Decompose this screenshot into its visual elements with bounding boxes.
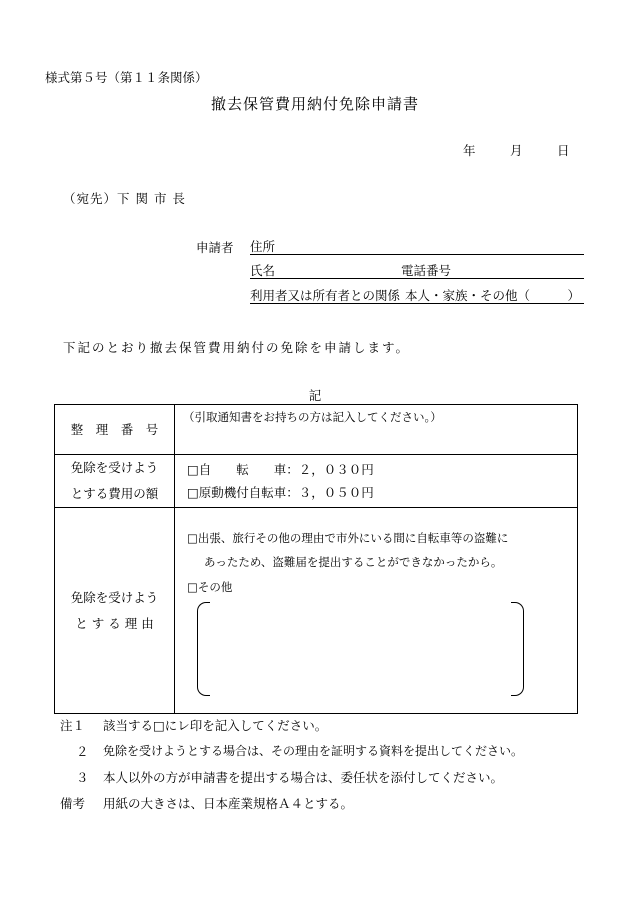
application-table <box>54 404 578 714</box>
address-label: 住所 <box>250 239 276 254</box>
relation-options: 本人・家族・その他（ ） <box>405 288 581 303</box>
phone-label: 電話番号 <box>401 263 452 278</box>
ki-heading: 記 <box>308 388 322 403</box>
reason-other-checkbox[interactable]: □その他 <box>187 580 233 594</box>
fee-amount-label <box>55 455 175 508</box>
left-bracket <box>197 602 210 696</box>
note-3-text: 本人以外の方が申請書を提出する場合は、委任状を添付してください。 <box>103 770 504 785</box>
name-label: 氏名 <box>250 263 276 278</box>
remarks-text: 用紙の大きさは、日本産業規格Ａ４とする。 <box>103 796 354 811</box>
remarks-prefix: 備考 <box>60 796 86 811</box>
reason-label-line2: と す る 理 由 <box>75 615 154 631</box>
other-reason-input-area[interactable] <box>211 604 511 694</box>
fee-amount-cell <box>175 455 578 508</box>
relation-label: 利用者又は所有者との関係 <box>250 288 401 303</box>
recipient: （宛先）下 関 市 長 <box>63 191 186 206</box>
note-1-prefix: 注１ <box>60 718 86 733</box>
note-2-text: 免除を受けようとする場合は、その理由を証明する資料を提出してください。 <box>103 744 524 758</box>
reason-label <box>55 508 175 714</box>
applicant-label: 申請者 <box>196 240 234 255</box>
relation-field[interactable] <box>250 286 584 304</box>
note-3-prefix: ３ <box>76 770 89 785</box>
reason-cell <box>175 508 578 714</box>
document-title: 撤去保管費用納付免除申請書 <box>210 95 419 113</box>
reason-label-line1: 免除を受けよう <box>70 589 159 605</box>
reference-note: （引取通知書をお持ちの方は記入してください。） <box>183 410 442 424</box>
bicycle-fee-checkbox[interactable]: □自 転 車：２，０３０円 <box>187 462 374 477</box>
reference-number-label: 整 理 番 号 <box>55 405 175 455</box>
date-day-label: 日 <box>557 143 570 158</box>
reason-travel-text-line2: あったため、盗難届を提出することができなかったから。 <box>204 555 503 569</box>
address-field[interactable] <box>250 237 584 255</box>
fee-label-line2: とする費用の額 <box>70 486 159 501</box>
intro-text: 下記のとおり撤去保管費用納付の免除を申請します。 <box>63 340 411 355</box>
reference-number-cell[interactable] <box>175 405 578 455</box>
moped-fee-checkbox[interactable]: □原動機付自転車：３，０５０円 <box>187 485 374 500</box>
date-month-label: 月 <box>510 143 523 158</box>
date-year-label: 年 <box>463 143 476 158</box>
note-1-text: 該当する□にレ印を記入してください。 <box>103 718 328 733</box>
fee-label-line1: 免除を受けよう <box>70 460 159 475</box>
form-number: 様式第５号（第１１条関係） <box>45 70 208 85</box>
note-2-prefix: ２ <box>76 744 89 759</box>
right-bracket <box>511 602 524 696</box>
reason-travel-checkbox[interactable]: □出張、旅行その他の理由で市外にいる間に自転車等の盗難に <box>187 531 509 545</box>
name-phone-field[interactable] <box>250 261 584 279</box>
